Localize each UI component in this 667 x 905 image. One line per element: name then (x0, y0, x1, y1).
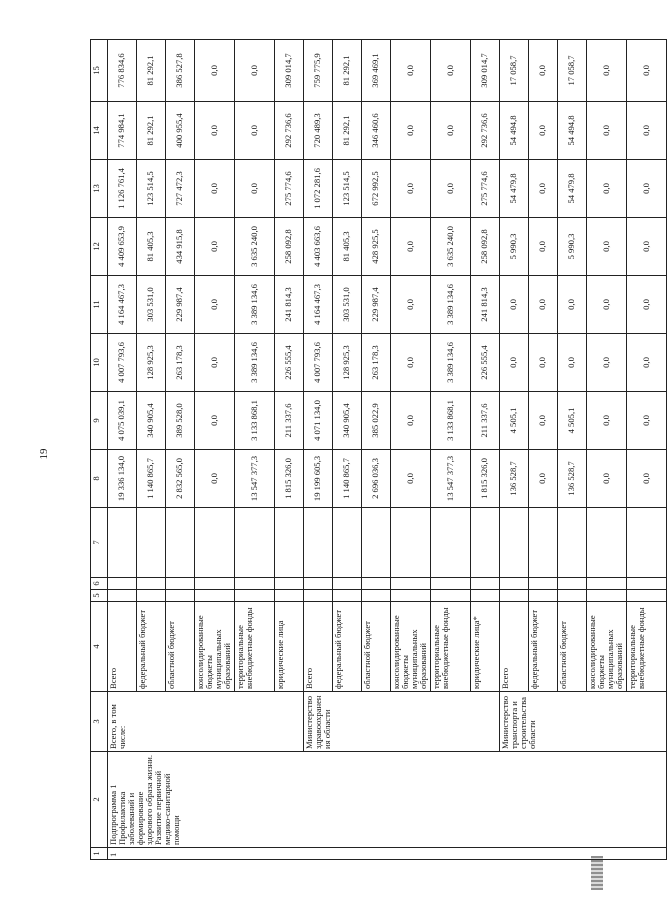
value-cell: 5 990,3 (558, 218, 587, 276)
value-cell: 0,0 (627, 334, 667, 392)
value-cell: 727 472,3 (166, 160, 195, 218)
value-cell: 0,0 (627, 450, 667, 508)
value-cell: 275 774,6 (275, 160, 304, 218)
value-cell: 1 140 865,7 (137, 450, 166, 508)
value-cell: 0,0 (431, 102, 471, 160)
empty-cell-7 (333, 508, 362, 578)
empty-cell-7 (391, 508, 431, 578)
empty-cell-6 (391, 578, 431, 590)
empty-cell-6 (362, 578, 391, 590)
value-cell: 0,0 (195, 392, 235, 450)
empty-cell-6 (471, 578, 500, 590)
empty-cell-7 (195, 508, 235, 578)
value-cell: 0,0 (558, 276, 587, 334)
value-cell: 211 337,6 (275, 392, 304, 450)
value-cell: 258 092,8 (275, 218, 304, 276)
empty-cell-6 (304, 578, 333, 590)
value-cell: 81 292,1 (137, 40, 166, 102)
empty-cell-6 (529, 578, 558, 590)
value-cell: 0,0 (529, 218, 558, 276)
page-number: 19 (38, 448, 50, 460)
value-cell: 128 925,3 (137, 334, 166, 392)
value-cell: 0,0 (391, 334, 431, 392)
header-cell: 14 (91, 102, 108, 160)
row-number-cell: 1 (108, 848, 667, 860)
value-cell: 386 527,8 (166, 40, 195, 102)
value-cell: 226 555,4 (471, 334, 500, 392)
value-cell: 54 494,8 (500, 102, 529, 160)
value-cell: 340 905,4 (333, 392, 362, 450)
value-cell: 4 505,1 (558, 392, 587, 450)
source-label-cell: консолидированные бюджеты муниципальных образований (391, 602, 431, 692)
value-cell: 4 164 467,3 (304, 276, 333, 334)
source-label-cell: Всего (500, 602, 529, 692)
value-cell: 19 336 134,0 (108, 450, 137, 508)
value-cell: 0,0 (500, 276, 529, 334)
table-row (500, 40, 529, 860)
value-cell: 0,0 (391, 218, 431, 276)
value-cell: 123 514,5 (137, 160, 166, 218)
value-cell: 400 955,4 (166, 102, 195, 160)
value-cell: 0,0 (195, 160, 235, 218)
value-cell: 0,0 (529, 40, 558, 102)
empty-cell-5 (431, 590, 471, 602)
value-cell: 0,0 (627, 218, 667, 276)
value-cell: 13 547 377,3 (431, 450, 471, 508)
empty-cell-7 (275, 508, 304, 578)
empty-cell-5 (137, 590, 166, 602)
value-cell: 1 072 281,6 (304, 160, 333, 218)
empty-cell-7 (558, 508, 587, 578)
value-cell: 3 389 134,6 (235, 276, 275, 334)
header-cell: 6 (91, 578, 108, 590)
source-label-cell: юридические лица* (471, 602, 500, 692)
value-cell: 0,0 (529, 450, 558, 508)
source-label-cell: территориальные внебюджетные фонды (431, 602, 471, 692)
empty-cell-7 (471, 508, 500, 578)
value-cell: 385 022,9 (362, 392, 391, 450)
empty-cell-6 (108, 578, 137, 590)
table-row (108, 40, 137, 860)
empty-cell-7 (587, 508, 627, 578)
source-label-cell: территориальные внебюджетные фонды (235, 602, 275, 692)
value-cell: 1 815 326,0 (471, 450, 500, 508)
value-cell: 3 389 134,6 (431, 334, 471, 392)
value-cell: 226 555,4 (275, 334, 304, 392)
empty-cell-7 (304, 508, 333, 578)
value-cell: 3 133 868,1 (235, 392, 275, 450)
value-cell: 54 494,8 (558, 102, 587, 160)
header-cell: 11 (91, 276, 108, 334)
value-cell: 389 528,0 (166, 392, 195, 450)
empty-cell-7 (500, 508, 529, 578)
value-cell: 136 528,7 (558, 450, 587, 508)
empty-cell-6 (500, 578, 529, 590)
value-cell: 263 178,3 (362, 334, 391, 392)
value-cell: 776 834,6 (108, 40, 137, 102)
value-cell: 229 987,4 (362, 276, 391, 334)
value-cell: 81 292,1 (333, 40, 362, 102)
value-cell: 123 514,5 (333, 160, 362, 218)
value-cell: 229 987,4 (166, 276, 195, 334)
empty-cell-5 (166, 590, 195, 602)
empty-cell-6 (275, 578, 304, 590)
empty-cell-6 (333, 578, 362, 590)
empty-cell-5 (500, 590, 529, 602)
source-label-cell: юридические лица (275, 602, 304, 692)
empty-cell-6 (166, 578, 195, 590)
value-cell: 0,0 (558, 334, 587, 392)
value-cell: 309 014,7 (275, 40, 304, 102)
empty-cell-7 (235, 508, 275, 578)
header-cell: 12 (91, 218, 108, 276)
value-cell: 0,0 (195, 102, 235, 160)
header-cell: 4 (91, 602, 108, 692)
value-cell: 128 925,3 (333, 334, 362, 392)
value-cell: 4 007 793,6 (108, 334, 137, 392)
value-cell: 1 126 761,4 (108, 160, 137, 218)
header-cell: 13 (91, 160, 108, 218)
empty-cell-7 (137, 508, 166, 578)
empty-cell-7 (108, 508, 137, 578)
value-cell: 0,0 (235, 160, 275, 218)
value-cell: 13 547 377,3 (235, 450, 275, 508)
empty-cell-5 (108, 590, 137, 602)
value-cell: 5 990,3 (500, 218, 529, 276)
value-cell: 0,0 (529, 102, 558, 160)
empty-cell-5 (587, 590, 627, 602)
value-cell: 3 635 240,0 (431, 218, 471, 276)
empty-cell-5 (529, 590, 558, 602)
header-cell: 15 (91, 40, 108, 102)
header-cell: 8 (91, 450, 108, 508)
value-cell: 303 531,0 (333, 276, 362, 334)
value-cell: 0,0 (627, 40, 667, 102)
source-label-cell: Всего (304, 602, 333, 692)
empty-cell-5 (627, 590, 667, 602)
source-label-cell: федеральный бюджет (137, 602, 166, 692)
value-cell: 0,0 (235, 40, 275, 102)
header-cell: 3 (91, 692, 108, 752)
value-cell: 0,0 (627, 392, 667, 450)
value-cell: 0,0 (627, 160, 667, 218)
table-row (304, 40, 333, 860)
empty-cell-5 (558, 590, 587, 602)
empty-cell-6 (235, 578, 275, 590)
value-cell: 4 007 793,6 (304, 334, 333, 392)
value-cell: 759 775,9 (304, 40, 333, 102)
empty-cell-6 (137, 578, 166, 590)
value-cell: 0,0 (529, 334, 558, 392)
source-label-cell: областной бюджет (558, 602, 587, 692)
value-cell: 720 489,3 (304, 102, 333, 160)
value-cell: 0,0 (195, 276, 235, 334)
value-cell: 434 915,8 (166, 218, 195, 276)
value-cell: 346 460,6 (362, 102, 391, 160)
value-cell: 4 075 039,1 (108, 392, 137, 450)
value-cell: 136 528,7 (500, 450, 529, 508)
value-cell: 4 071 134,0 (304, 392, 333, 450)
value-cell: 774 984,1 (108, 102, 137, 160)
value-cell: 4 409 653,9 (108, 218, 137, 276)
value-cell: 81 292,1 (137, 102, 166, 160)
source-label-cell: Всего (108, 602, 137, 692)
value-cell: 0,0 (587, 160, 627, 218)
empty-cell-5 (471, 590, 500, 602)
empty-cell-7 (529, 508, 558, 578)
empty-cell-5 (235, 590, 275, 602)
value-cell: 0,0 (195, 334, 235, 392)
value-cell: 0,0 (627, 276, 667, 334)
source-label-cell: консолидированные бюджеты муниципальных образований (587, 602, 627, 692)
header-cell: 9 (91, 392, 108, 450)
empty-cell-6 (587, 578, 627, 590)
value-cell: 54 479,8 (558, 160, 587, 218)
empty-cell-7 (362, 508, 391, 578)
table-body (108, 40, 667, 860)
value-cell: 0,0 (391, 392, 431, 450)
value-cell: 0,0 (587, 218, 627, 276)
header-cell: 1 (91, 848, 108, 860)
value-cell: 81 292,1 (333, 102, 362, 160)
value-cell: 0,0 (587, 40, 627, 102)
value-cell: 0,0 (391, 276, 431, 334)
value-cell: 241 814,3 (275, 276, 304, 334)
empty-cell-7 (627, 508, 667, 578)
value-cell: 0,0 (587, 334, 627, 392)
header-cell: 5 (91, 590, 108, 602)
value-cell: 0,0 (587, 450, 627, 508)
value-cell: 0,0 (587, 102, 627, 160)
value-cell: 1 140 865,7 (333, 450, 362, 508)
empty-cell-5 (195, 590, 235, 602)
source-label-cell: областной бюджет (166, 602, 195, 692)
executor-cell: Министерство транспорта и строительства области (500, 692, 667, 752)
value-cell: 292 736,6 (275, 102, 304, 160)
header-cell: 7 (91, 508, 108, 578)
value-cell: 4 164 467,3 (108, 276, 137, 334)
value-cell: 4 505,1 (500, 392, 529, 450)
value-cell: 2 696 036,3 (362, 450, 391, 508)
value-cell: 3 389 134,6 (431, 276, 471, 334)
empty-cell-5 (304, 590, 333, 602)
empty-cell-6 (195, 578, 235, 590)
header-row (91, 40, 108, 860)
value-cell: 0,0 (195, 218, 235, 276)
empty-cell-5 (275, 590, 304, 602)
empty-cell-7 (166, 508, 195, 578)
value-cell: 54 479,8 (500, 160, 529, 218)
header-cell: 10 (91, 334, 108, 392)
value-cell: 258 092,8 (471, 218, 500, 276)
value-cell: 211 337,6 (471, 392, 500, 450)
value-cell: 263 178,3 (166, 334, 195, 392)
value-cell: 0,0 (529, 160, 558, 218)
empty-cell-6 (627, 578, 667, 590)
value-cell: 3 133 868,1 (431, 392, 471, 450)
value-cell: 303 531,0 (137, 276, 166, 334)
empty-cell-5 (333, 590, 362, 602)
value-cell: 672 992,5 (362, 160, 391, 218)
value-cell: 292 736,6 (471, 102, 500, 160)
empty-cell-5 (362, 590, 391, 602)
value-cell: 0,0 (587, 276, 627, 334)
value-cell: 19 199 605,3 (304, 450, 333, 508)
value-cell: 0,0 (529, 392, 558, 450)
value-cell: 0,0 (587, 392, 627, 450)
value-cell: 4 403 663,6 (304, 218, 333, 276)
source-label-cell: территориальные внебюджетные фонды (627, 602, 667, 692)
value-cell: 340 905,4 (137, 392, 166, 450)
value-cell: 3 635 240,0 (235, 218, 275, 276)
source-label-cell: федеральный бюджет (333, 602, 362, 692)
value-cell: 81 405,3 (333, 218, 362, 276)
rotated-table-wrapper (90, 40, 651, 860)
value-cell: 241 814,3 (471, 276, 500, 334)
empty-cell-6 (558, 578, 587, 590)
value-cell: 3 389 134,6 (235, 334, 275, 392)
empty-cell-7 (431, 508, 471, 578)
value-cell: 0,0 (431, 160, 471, 218)
value-cell: 0,0 (391, 160, 431, 218)
value-cell: 428 925,5 (362, 218, 391, 276)
executor-cell: Министерство здравоохранения области (304, 692, 500, 752)
value-cell: 0,0 (235, 102, 275, 160)
source-label-cell: областной бюджет (362, 602, 391, 692)
value-cell: 0,0 (391, 40, 431, 102)
value-cell: 17 058,7 (558, 40, 587, 102)
value-cell: 369 469,1 (362, 40, 391, 102)
value-cell: 1 815 326,0 (275, 450, 304, 508)
value-cell: 17 058,7 (500, 40, 529, 102)
value-cell: 0,0 (391, 450, 431, 508)
value-cell: 0,0 (431, 40, 471, 102)
value-cell: 309 014,7 (471, 40, 500, 102)
scan-edge-mark (591, 856, 603, 890)
value-cell: 2 832 565,0 (166, 450, 195, 508)
value-cell: 0,0 (500, 334, 529, 392)
header-cell: 2 (91, 752, 108, 848)
value-cell: 275 774,6 (471, 160, 500, 218)
value-cell: 0,0 (529, 276, 558, 334)
value-cell: 0,0 (195, 40, 235, 102)
subprogram-title-cell: Подпрограмма 1 Профилактика заболеваний и формирование здорового образа жизни. Развитие первичной медико-санитарной помощи (108, 752, 667, 848)
value-cell: 81 405,3 (137, 218, 166, 276)
empty-cell-6 (431, 578, 471, 590)
value-cell: 0,0 (391, 102, 431, 160)
value-cell: 0,0 (195, 450, 235, 508)
executor-cell: Всего, в том числе: (108, 692, 304, 752)
source-label-cell: консолидированные бюджеты муниципальных образований (195, 602, 235, 692)
empty-cell-5 (391, 590, 431, 602)
value-cell: 0,0 (627, 102, 667, 160)
source-label-cell: федеральный бюджет (529, 602, 558, 692)
budget-table (90, 39, 667, 860)
